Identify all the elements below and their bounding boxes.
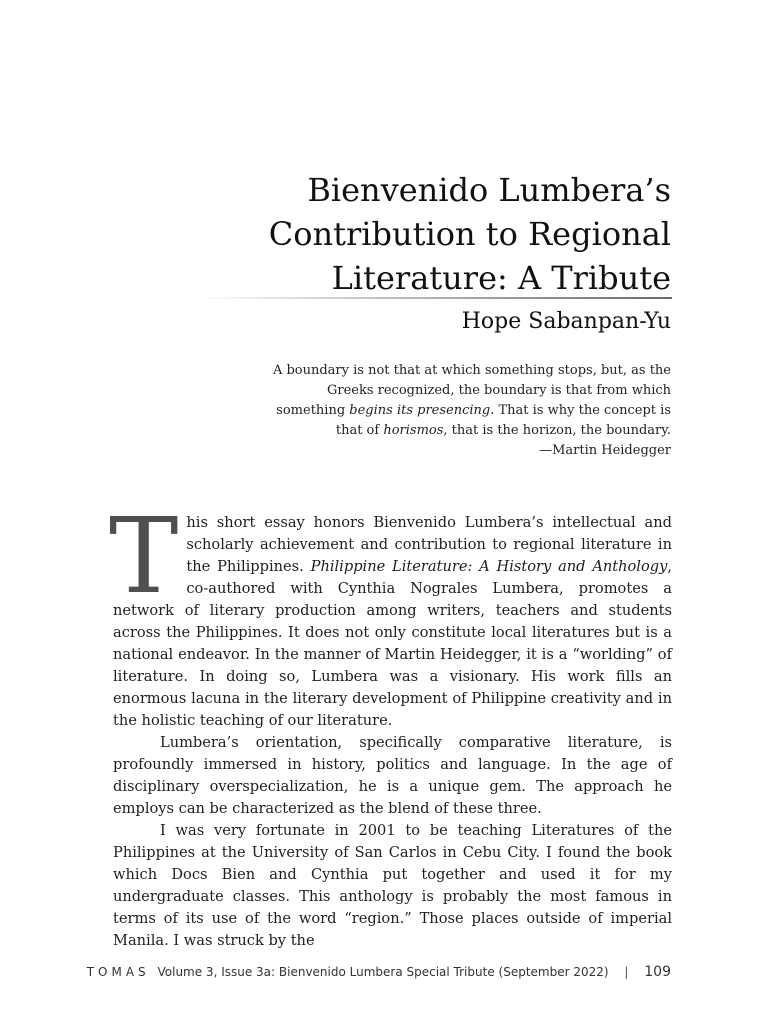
title-line-3: Literature: A Tribute (331, 259, 671, 297)
article-author: Hope Sabanpan-Yu (461, 309, 671, 334)
epigraph-attribution: —Martin Heidegger (539, 443, 671, 458)
paragraph-1 (109, 495, 672, 732)
epigraph-line-3 (241, 401, 671, 421)
epigraph-emphasis-presencing: begins its presencing (349, 403, 491, 418)
title-divider (198, 297, 672, 299)
epigraph-line-3-start: something (276, 403, 350, 418)
epigraph-line-4 (241, 421, 671, 441)
paragraph-1-text-b: , co-authored with Cynthia Nograles Lumbera, promotes a network of literary production among writers, teachers and students across the Philippines. It does not only constitute local literatures but is a national endeavor. In the manner of Martin Heidegger, it is a “worlding” of literature. In doing so, Lumbera was a visionary. His work fills an enormous lacuna in the literary development of Philippine creativity and in the holistic teaching of our literature. (113, 558, 672, 729)
drop-cap: T (109, 495, 179, 617)
epigraph-line-3-end: . That is why the concept is (490, 403, 671, 418)
epigraph-line-4-start: that of (335, 423, 384, 438)
title-line-2: Contribution to Regional (268, 215, 671, 253)
article-title (151, 168, 671, 300)
epigraph-line-4-end: , that is the horizon, the boundary. (443, 423, 671, 438)
paragraph-1-text-a: his short essay honors Bienvenido Lumbera’s intellectual and scholarly achievement and contribution to regional literature in the Philippines. (186, 514, 672, 575)
epigraph-emphasis-horismos: horismos (383, 423, 444, 438)
book-title-emphasis: Philippine Literature: A History and Anthology (310, 558, 668, 575)
epigraph (241, 361, 671, 461)
article-body (109, 495, 672, 952)
epigraph-line-2: Greeks recognized, the boundary is that from which (326, 383, 671, 398)
paragraph-2: Lumbera’s orientation, specifically comparative literature, is profoundly immersed in history, politics and language. In the age of disciplinary overspecialization, he is a unique gem. The approach he employs can be characterized as the blend of these three. (113, 734, 672, 817)
page-footer (0, 962, 671, 982)
paragraph-3: I was very fortunate in 2001 to be teaching Literatures of the Philippines at the University of San Carlos in Cebu City. I found the book which Docs Bien and Cynthia put together and used it for my undergraduate classes. This anthology is probably the most famous in terms of its use of the word “region.” Those places outside of imperial Manila. I was struck by the (113, 822, 672, 949)
page-number: 109 (644, 964, 671, 980)
footer-separator: | (624, 965, 629, 979)
issue-info: Volume 3, Issue 3a: Bienvenido Lumbera Special Tribute (September 2022) (157, 965, 609, 979)
title-line-1: Bienvenido Lumbera’s (307, 171, 671, 209)
epigraph-line-1: A boundary is not that at which something stops, but, as the (272, 363, 671, 378)
journal-brand: TOMAS (86, 965, 150, 979)
